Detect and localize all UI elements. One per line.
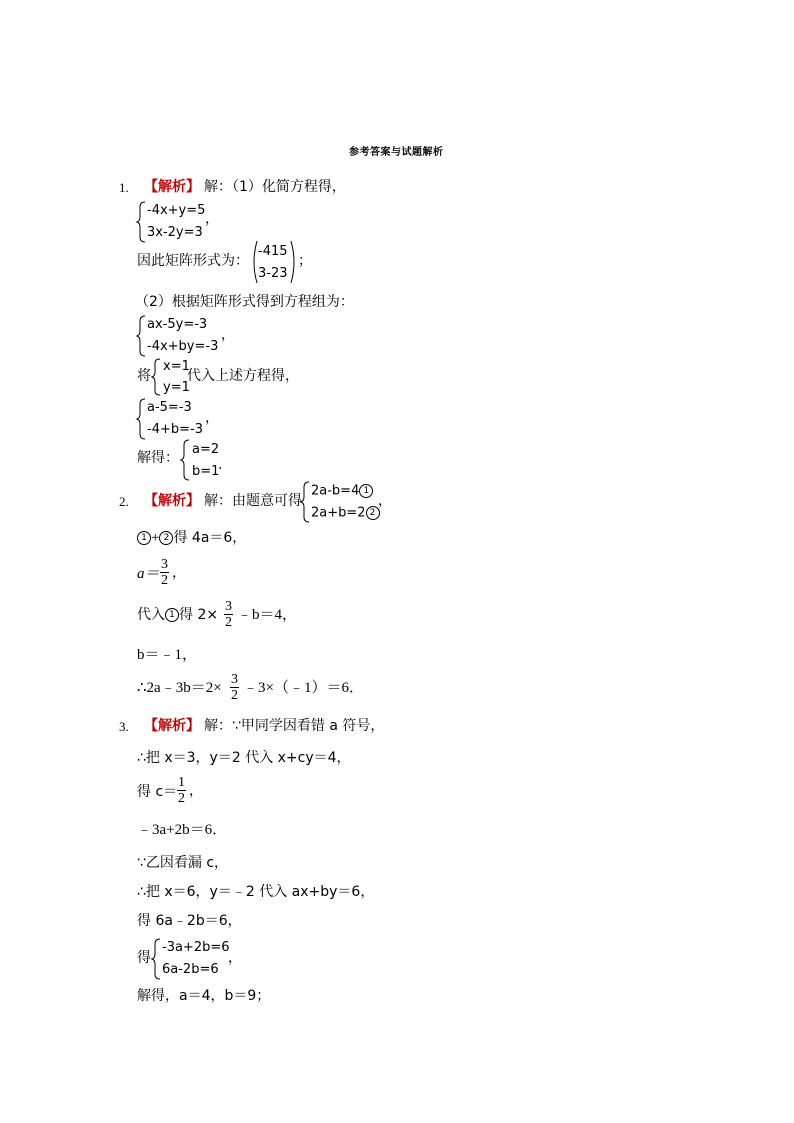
fraction-numerator: 3 — [225, 599, 232, 614]
brace-icon — [152, 938, 162, 980]
q1-sys1-eq1: -4x+y=5 — [147, 203, 206, 218]
circled-number-icon: 1 — [359, 484, 373, 498]
q2-final-tail: ﹣3×（﹣1）＝6． — [243, 680, 364, 696]
q1-sys2-comma: ， — [221, 327, 235, 343]
q2-a-eq: a＝ — [137, 566, 160, 582]
q2-sub-fraction — [224, 600, 233, 630]
brace-icon — [137, 315, 147, 357]
q1-sys1-eq2: 3x-2y=3 — [147, 225, 203, 240]
q2-final-prefix: ∴2a﹣3b＝2× — [137, 680, 222, 696]
q2-sub-prefix: 代入 — [137, 607, 165, 623]
q1-sys4-comma: ， — [205, 410, 219, 426]
q3-sys-eq2: 6a-2b=6 — [162, 962, 219, 977]
question-number-1: 1. — [119, 180, 129, 195]
q3-c-fraction — [177, 776, 186, 806]
q2-line1-tail: 得 4a＝6， — [173, 530, 247, 546]
q1-sys3-eq2: y=1 — [163, 380, 190, 395]
q3-line1: ∴把 x＝3，y＝2 代入 x+cy＝4， — [137, 750, 351, 766]
q1-matrix-row1: -415 — [258, 244, 288, 259]
fraction-numerator: 1 — [178, 775, 185, 790]
q3-line2-tail: ， — [189, 783, 203, 799]
q2-sys-eq1-text: 2a-b=4 — [311, 483, 360, 499]
q3-line7-prefix: 得 — [137, 950, 151, 966]
q3-line6: 得 6a﹣2b＝6， — [137, 913, 242, 929]
q2-sys-eq2 — [311, 506, 380, 520]
q1-sys5-eq1: a=2 — [192, 442, 220, 457]
brace-icon — [181, 439, 191, 481]
question-number-2: 2. — [119, 494, 129, 509]
q1-sys3-eq1: x=1 — [163, 359, 190, 374]
right-paren-icon — [290, 240, 298, 284]
plus-sign: + — [151, 530, 160, 546]
fraction-numerator: 3 — [231, 672, 238, 687]
q2-final-fraction — [230, 673, 239, 703]
brace-icon — [152, 358, 162, 396]
q3-line8: 解得，a＝4，b＝9； — [137, 988, 271, 1004]
brace-icon — [301, 481, 311, 523]
page-title: 参考答案与试题解析 — [349, 147, 444, 158]
q1-matrix-prefix: 因此矩阵形式为： — [137, 253, 249, 269]
analysis-tag-3: 【解析】 — [144, 718, 200, 734]
analysis-tag-1: 【解析】 — [144, 179, 200, 195]
q2-a-fraction — [160, 558, 169, 588]
q1-matrix-suffix: ； — [298, 253, 312, 269]
left-paren-icon — [250, 240, 258, 284]
q2-b-eq: b＝﹣1， — [137, 647, 198, 663]
analysis-tag-2: 【解析】 — [144, 493, 200, 509]
fraction-denominator: 2 — [231, 688, 238, 703]
circled-number-icon: 1 — [137, 531, 151, 545]
fraction-numerator: 3 — [161, 557, 168, 572]
q3-line7-tail: ， — [228, 950, 242, 966]
q1-sub-suffix: 代入上述方程得， — [187, 368, 299, 384]
q1-sys5-period: . — [218, 457, 223, 473]
q3-line4: ∵乙因看漏 c， — [137, 855, 229, 871]
fraction-denominator: 2 — [225, 615, 232, 630]
q2-intro: 解：由题意可得 — [204, 493, 302, 509]
q1-matrix-row2: 3-23 — [258, 266, 288, 281]
fraction-denominator: 2 — [178, 791, 185, 806]
q2-sub-tail: ﹣b＝4， — [237, 607, 298, 623]
brace-icon — [137, 201, 147, 243]
question-number-3: 3. — [119, 719, 129, 734]
q1-sys4-eq2: -4+b=-3 — [147, 422, 203, 437]
q2-sys-comma: ， — [378, 493, 392, 509]
q1-sys2-eq1: ax-5y=-3 — [147, 317, 208, 332]
q1-sys1-comma: ， — [205, 211, 219, 227]
q2-line1 — [137, 531, 246, 546]
q1-sys4-eq1: a-5=-3 — [147, 400, 192, 415]
q2-sys-eq2-text: 2a+b=2 — [311, 505, 366, 521]
q2-a-tail: ， — [172, 565, 186, 581]
fraction-denominator: 2 — [161, 573, 168, 588]
q3-sys-eq1: -3a+2b=6 — [162, 940, 230, 955]
circled-number-icon: 2 — [159, 531, 173, 545]
circled-number-icon: 2 — [366, 506, 380, 520]
q3-line5: ∴把 x＝6，y＝﹣2 代入 ax+by＝6， — [137, 884, 375, 900]
q2-sub-line — [137, 608, 218, 622]
q1-sys5-eq2: b=1 — [192, 464, 220, 479]
brace-icon — [137, 398, 147, 440]
q2-sub-mid: 得 2× — [179, 607, 219, 623]
q1-sys2-eq2: -4x+by=-3 — [147, 339, 219, 354]
q3-line3: ﹣3a+2b＝6． — [137, 822, 228, 838]
q1-sub-prefix: 将 — [137, 368, 151, 384]
circled-number-icon: 1 — [165, 608, 179, 622]
q1-intro: 解：（1）化简方程得， — [204, 179, 346, 195]
q1-part2: （2）根据矩阵形式得到方程组为： — [135, 294, 354, 310]
q3-intro: 解：∵甲同学因看错 a 符号， — [204, 718, 385, 734]
q3-line2-prefix: 得 c＝ — [137, 784, 178, 800]
q2-sys-eq1 — [311, 484, 373, 498]
q1-sol-prefix: 解得： — [137, 450, 179, 466]
